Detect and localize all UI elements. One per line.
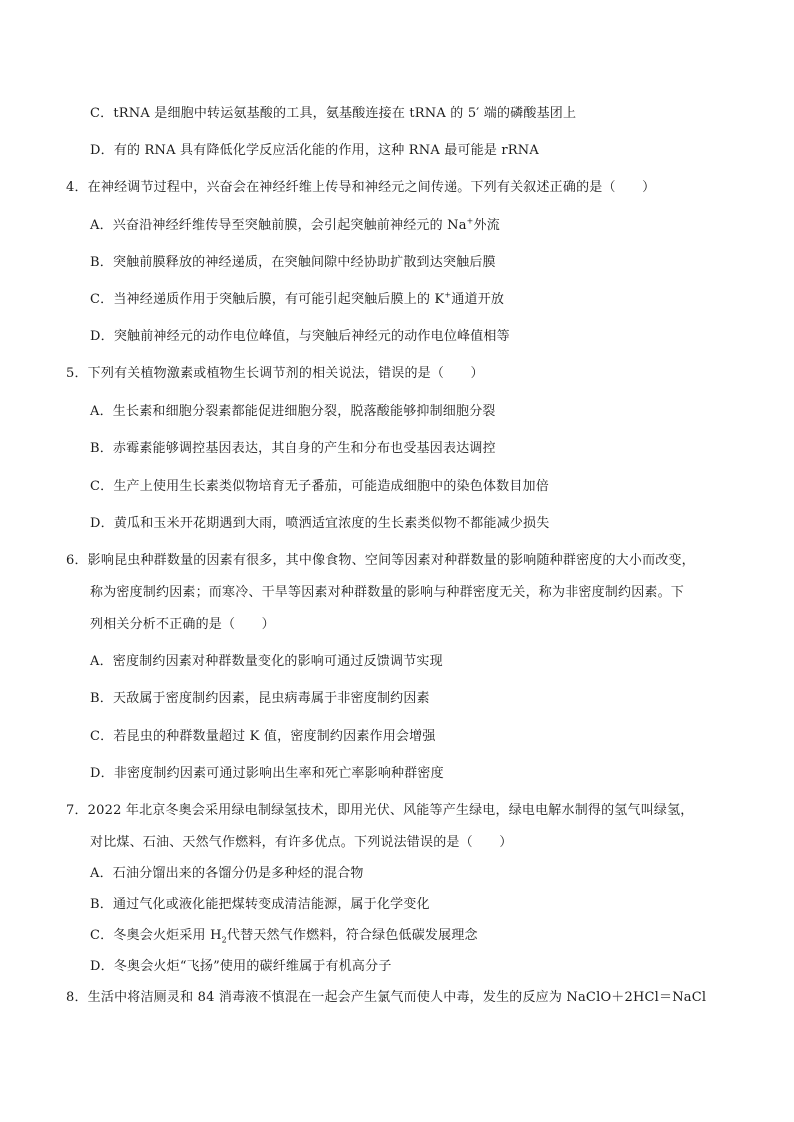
q3-option-c: C．tRNA 是细胞中转运氨基酸的工具，氨基酸连接在 tRNA 的 5′ 端的磷酸基团上 — [90, 106, 577, 121]
q7-option-d: D．冬奥会火炬“飞扬”使用的碳纤维属于有机高分子 — [90, 959, 392, 974]
q7-option-b: B．通过气化或液化能把煤转变成清洁能源，属于化学变化 — [90, 897, 430, 912]
q6-option-c: C．若昆虫的种群数量超过 K 值，密度制约因素作用会增强 — [90, 729, 436, 744]
q7-option-c-subscript: 2 — [221, 935, 227, 945]
q5-stem: 5．下列有关植物激素或植物生长调节剂的相关说法，错误的是（ ） — [66, 366, 484, 381]
q7-option-a: A．石油分馏出来的各馏分仍是多种烃的混合物 — [90, 866, 364, 881]
q8-stem: 8．生活中将洁厕灵和 84 消毒液不慎混在一起会产生氯气而使人中毒，发生的反应为 NaClO＋2HCl＝NaCl — [66, 990, 707, 1005]
q4-option-a-superscript: + — [466, 216, 474, 226]
q6-option-b: B．天敌属于密度制约因素，昆虫病毒属于非密度制约因素 — [90, 691, 430, 706]
q4-stem: 4．在神经调节过程中，兴奋会在神经纤维上传导和神经元之间传递。下列有关叙述正确的是（ ） — [66, 180, 656, 195]
q6-stem-line3: 列相关分析不正确的是（ ） — [90, 617, 275, 632]
q5-option-c: C．生产上使用生长素类似物培育无子番茄，可能造成细胞中的染色体数目加倍 — [90, 479, 549, 494]
q4-option-c-text-end: 通道开放 — [451, 292, 505, 307]
q7-option-c-text: C．冬奥会火炬采用 H — [90, 928, 222, 943]
q6-option-d: D．非密度制约因素可通过影响出生率和死亡率影响种群密度 — [90, 766, 444, 781]
q4-option-b: B．突触前膜释放的神经递质，在突触间隙中经协助扩散到达突触后膜 — [90, 255, 496, 270]
q4-option-c-superscript: + — [444, 290, 452, 300]
q6-stem-line1: 6．影响昆虫种群数量的因素有很多，其中像食物、空间等因素对种群数量的影响随种群密度的大小而改变， — [66, 553, 695, 568]
q7-stem-line2: 对比煤、石油、天然气作燃料，有许多优点。下列说法错误的是（ ） — [90, 835, 513, 850]
q4-option-a-text: A．兴奋沿神经纤维传导至突触前膜，会引起突触前神经元的 Na — [90, 218, 467, 233]
q4-option-c — [90, 292, 504, 308]
q5-option-b: B．赤霉素能够调控基因表达，其自身的产生和分布也受基因表达调控 — [90, 441, 496, 456]
q6-stem-line2: 称为密度制约因素；而寒冷、干旱等因素对种群数量的影响与种群密度无关，称为非密度制约因素。下 — [90, 585, 685, 600]
q4-option-d: D．突触前神经元的动作电位峰值，与突触后神经元的动作电位峰值相等 — [90, 329, 510, 344]
q4-option-a-text-end: 外流 — [473, 218, 500, 233]
q7-stem-line1: 7．2022 年北京冬奥会采用绿电制绿氢技术，即用光伏、风能等产生绿电，绿电电解水制得的氢气叫绿氢， — [66, 803, 694, 818]
q4-option-c-text: C．当神经递质作用于突触后膜，有可能引起突触后膜上的 K — [90, 292, 445, 307]
q4-option-a — [90, 218, 500, 234]
q6-option-a: A．密度制约因素对种群数量变化的影响可通过反馈调节实现 — [90, 654, 443, 669]
q5-option-a: A．生长素和细胞分裂素都能促进细胞分裂，脱落酸能够抑制细胞分裂 — [90, 404, 496, 419]
q7-option-c — [90, 928, 478, 944]
q3-option-d: D．有的 RNA 具有降低化学反应活化能的作用，这种 RNA 最可能是 rRNA — [90, 143, 539, 158]
q5-option-d: D．黄瓜和玉米开花期遇到大雨，喷洒适宜浓度的生长素类似物不都能减少损失 — [90, 516, 550, 531]
q7-option-c-text-end: 代替天然气作燃料，符合绿色低碳发展理念 — [226, 928, 478, 943]
